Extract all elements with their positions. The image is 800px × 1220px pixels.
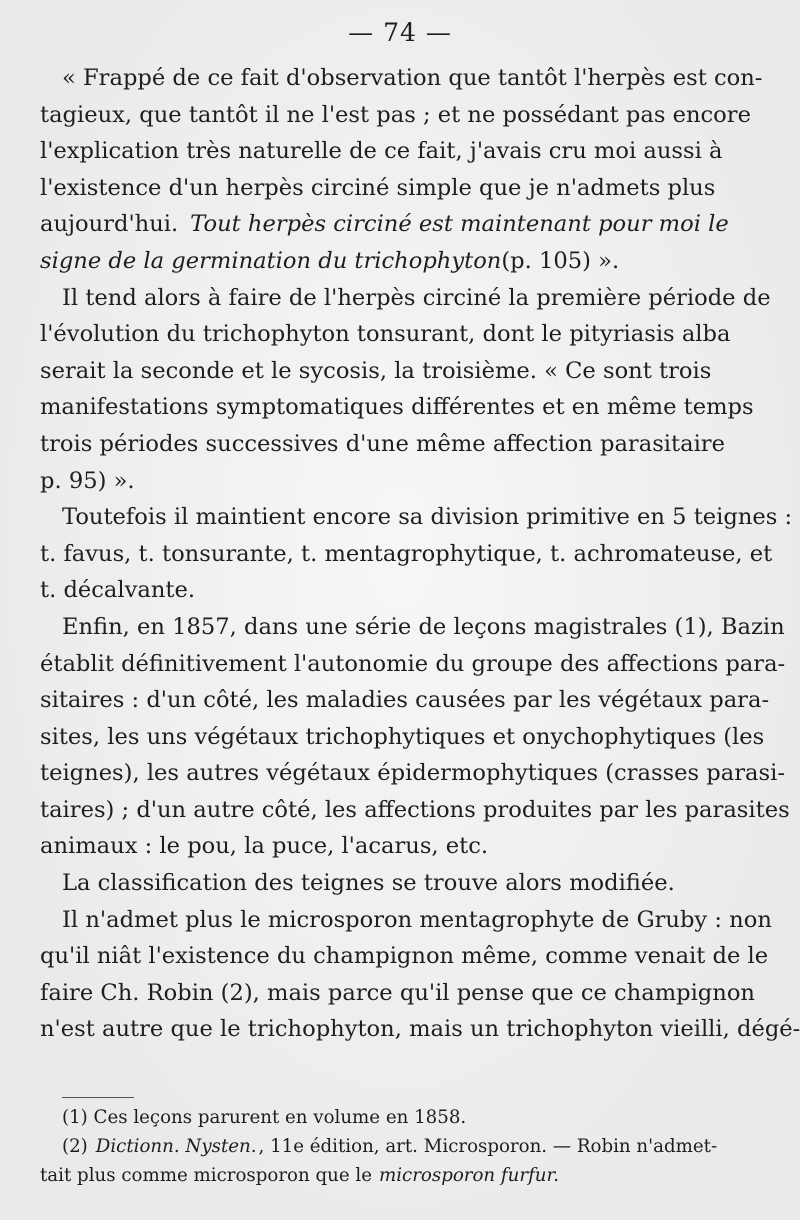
text-line: t. décalvante. bbox=[40, 577, 196, 604]
text-line: taires) ; d'un autre côté, les affections produites par les parasites bbox=[40, 796, 790, 823]
text-line: signe de la germination du trichophyton (p. 105) ». bbox=[40, 247, 620, 274]
text-line: animaux : le pou, la puce, l'acarus, etc. bbox=[40, 833, 489, 860]
text-line: tagieux, que tantôt il ne l'est pas ; et ne possédant pas encore bbox=[40, 101, 751, 128]
text-line: Il tend alors à faire de l'herpès circiné la première période de bbox=[62, 284, 771, 311]
text-line: La classification des teignes se trouve alors modifiée. bbox=[62, 870, 675, 897]
footnotes bbox=[40, 1103, 762, 1190]
footnote-2: (2) Dictionn. Nysten. , 11e édition, art. Microsporon. — Robin n'admet- bbox=[62, 1136, 718, 1157]
text-line: l'existence d'un herpès circiné simple que je n'admets plus bbox=[40, 174, 716, 201]
text-line: faire Ch. Robin (2), mais parce qu'il pense que ce champignon bbox=[40, 979, 755, 1006]
text-line: établit définitivement l'autonomie du groupe des affections para- bbox=[40, 650, 786, 677]
text-line: n'est autre que le trichophyton, mais un trichophyton vieilli, dégé- bbox=[40, 1016, 800, 1043]
text-line: qu'il niât l'existence du champignon même, comme venait de le bbox=[40, 943, 769, 970]
text-line: sitaires : d'un côté, les maladies causées par les végétaux para- bbox=[40, 687, 770, 714]
text-line: serait la seconde et le sycosis, la troisième. « Ce sont trois bbox=[40, 357, 712, 384]
page-number: — 74 — bbox=[348, 18, 452, 47]
text-line: Enfin, en 1857, dans une série de leçons magistrales (1), Bazin bbox=[62, 613, 785, 640]
main-text bbox=[40, 60, 800, 1048]
text-line: sites, les uns végétaux trichophytiques et onychophytiques (les bbox=[40, 723, 765, 750]
footnote-1: (1) Ces leçons parurent en volume en 1858. bbox=[62, 1107, 467, 1128]
footnote-2-continued: tait plus comme microsporon que le microsporon furfur. bbox=[40, 1165, 559, 1186]
text-line: p. 95) ». bbox=[40, 467, 135, 494]
text-line: t. favus, t. tonsurante, t. mentagrophytique, t. achromateuse, et bbox=[40, 540, 773, 567]
text-line: Il n'admet plus le microsporon mentagrophyte de Gruby : non bbox=[62, 906, 772, 933]
text-line: l'évolution du trichophyton tonsurant, dont le pityriasis alba bbox=[40, 321, 731, 348]
text-line: manifestations symptomatiques différentes et en même temps bbox=[40, 394, 754, 421]
text-line: Toutefois il maintient encore sa division primitive en 5 teignes : bbox=[62, 504, 793, 531]
text-line: « Frappé de ce fait d'observation que tantôt l'herpès est con- bbox=[62, 65, 763, 91]
text-line: aujourd'hui. Tout herpès circiné est maintenant pour moi le bbox=[40, 211, 729, 238]
footnote-divider bbox=[62, 1097, 134, 1098]
text-line: teignes), les autres végétaux épidermophytiques (crasses parasi- bbox=[40, 760, 785, 787]
text-line: trois périodes successives d'une même affection parasitaire bbox=[40, 430, 725, 457]
text-line: l'explication très naturelle de ce fait, j'avais cru moi aussi à bbox=[40, 138, 723, 165]
